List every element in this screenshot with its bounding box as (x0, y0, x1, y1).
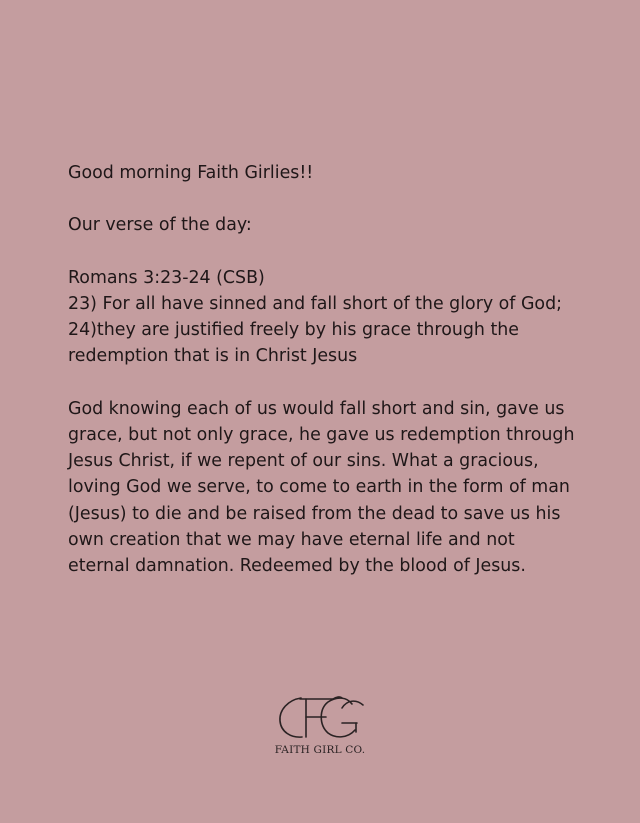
post-content (68, 160, 578, 605)
verse-intro: Our verse of the day: (68, 215, 252, 236)
reflection-text: God knowing each of us would fall short and sin, gave us grace, but not only grace, he gave us redemption through Jesus Christ, if we repent of our sins. What a gracious, loving God we serve, to come to earth in the form of man (Jesus) to die and be raised from the dead to save us his own creation that we may have eternal life and not eternal damnation. Redeemed by the blood of Jesus. (68, 398, 575, 576)
greeting: Good morning Faith Girlies!! (68, 163, 314, 183)
verse-reference: Romans 3:23-24 (CSB) (68, 267, 265, 288)
brand-name: FAITH GIRL CO. (274, 744, 366, 756)
verse-text: 23) For all have sinned and fall short of the glory of God; 24)they are justified freely by his grace through the redemption that is in Christ Jesus (68, 293, 562, 367)
brand-logo (270, 690, 370, 765)
fgc-monogram-icon (270, 690, 370, 744)
verse-block (68, 265, 578, 370)
